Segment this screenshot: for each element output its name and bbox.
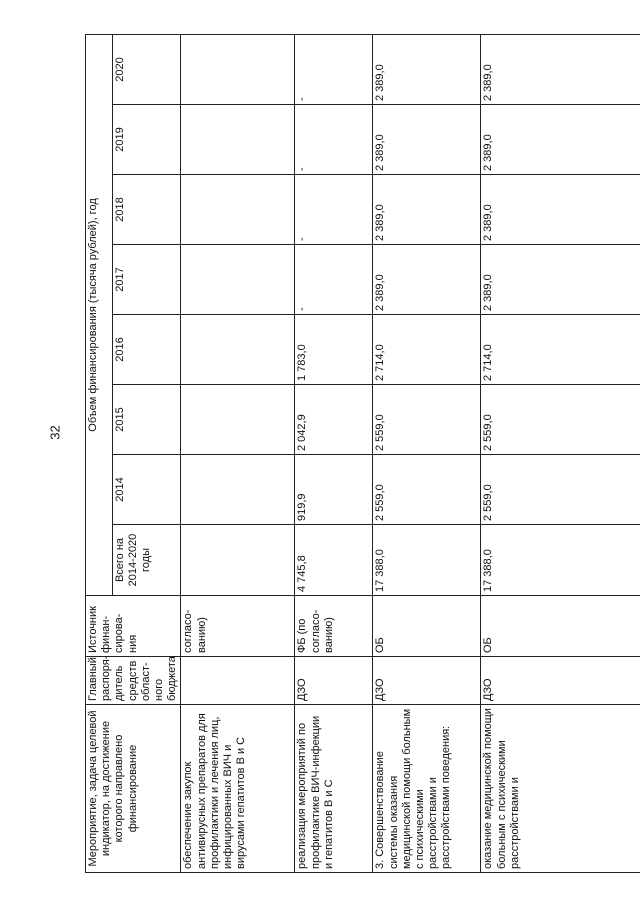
year-cell: 2 714,0 [373,315,481,385]
year-cell: 2 714,0 [481,315,640,385]
year-cell [181,175,295,245]
source-cell: ОБ [481,596,640,657]
year-cell: 2 559,0 [373,455,481,525]
header-row-1 [86,34,113,872]
measure-cell: обеспечение закупок антивирусных препаратов для профилактики и лечения лиц, инфицированных ВИЧ и вирусами гепатитов В и С [181,705,295,873]
table-row [373,34,481,872]
manager-cell: ДЗО [481,657,640,705]
manager-cell [181,657,295,705]
total-cell: 17 388,0 [481,525,640,596]
header-measure: Мероприятие, задача целевой индикатор, на достижение которого направлено финансирование [86,705,181,873]
table-row [181,34,295,872]
source-cell: ФБ (по согласо-ванию) [295,596,373,657]
year-cell: 2 389,0 [481,105,640,175]
manager-cell: ДЗО [373,657,481,705]
year-cell [181,245,295,315]
year-cell: 919,9 [295,455,373,525]
year-cell: 1 783,0 [295,315,373,385]
header-year: 2015 [112,385,180,455]
year-cell: 2 389,0 [373,175,481,245]
year-cell [181,315,295,385]
year-cell: 2 559,0 [481,385,640,455]
year-cell: - [295,105,373,175]
year-cell: 2 389,0 [481,245,640,315]
table-container [85,35,630,873]
year-cell: 2 389,0 [373,105,481,175]
header-total: Всего на 2014-2020 годы [112,525,180,596]
manager-cell: ДЗО [295,657,373,705]
header-funding-title: Объем финансирования (тысяча рублей), год [86,34,113,595]
year-cell: 2 389,0 [481,34,640,104]
header-year: 2014 [112,455,180,525]
rotated-table-frame [85,35,630,873]
source-cell: ОБ [373,596,481,657]
funding-table [85,34,640,873]
total-cell [181,525,295,596]
year-cell: 2 389,0 [373,245,481,315]
year-cell: - [295,175,373,245]
table-row [295,34,373,872]
page-number: 32 [47,425,63,440]
measure-cell: 3. Совершенствование системы оказания медицинской помощи больным с психическими расстройствами и расстройствами поведения: [373,705,481,873]
total-cell: 4 745,8 [295,525,373,596]
year-cell: - [295,245,373,315]
year-cell: - [295,34,373,104]
measure-cell: оказание медицинской помощи больным с психическими расстройствами и [481,705,640,873]
header-year: 2019 [112,105,180,175]
source-cell: согласо-ванию) [181,596,295,657]
header-year: 2017 [112,245,180,315]
total-cell: 17 388,0 [373,525,481,596]
year-cell: 2 389,0 [373,34,481,104]
year-cell: 2 042,9 [295,385,373,455]
year-cell: 2 559,0 [373,385,481,455]
measure-cell: реализация мероприятий по профилактике ВИЧ-инфекции и гепатитов В и С [295,705,373,873]
year-cell [181,455,295,525]
header-manager: Главный распоря-дитель средств област-ного бюджета [86,657,181,705]
header-year: 2020 [112,34,180,104]
table-row [481,34,640,872]
header-year: 2018 [112,175,180,245]
year-cell: 2 559,0 [481,455,640,525]
year-cell [181,105,295,175]
header-source: Источник финан-сирова-ния [86,596,181,657]
year-cell: 2 389,0 [481,175,640,245]
header-year: 2016 [112,315,180,385]
year-cell [181,385,295,455]
year-cell [181,34,295,104]
